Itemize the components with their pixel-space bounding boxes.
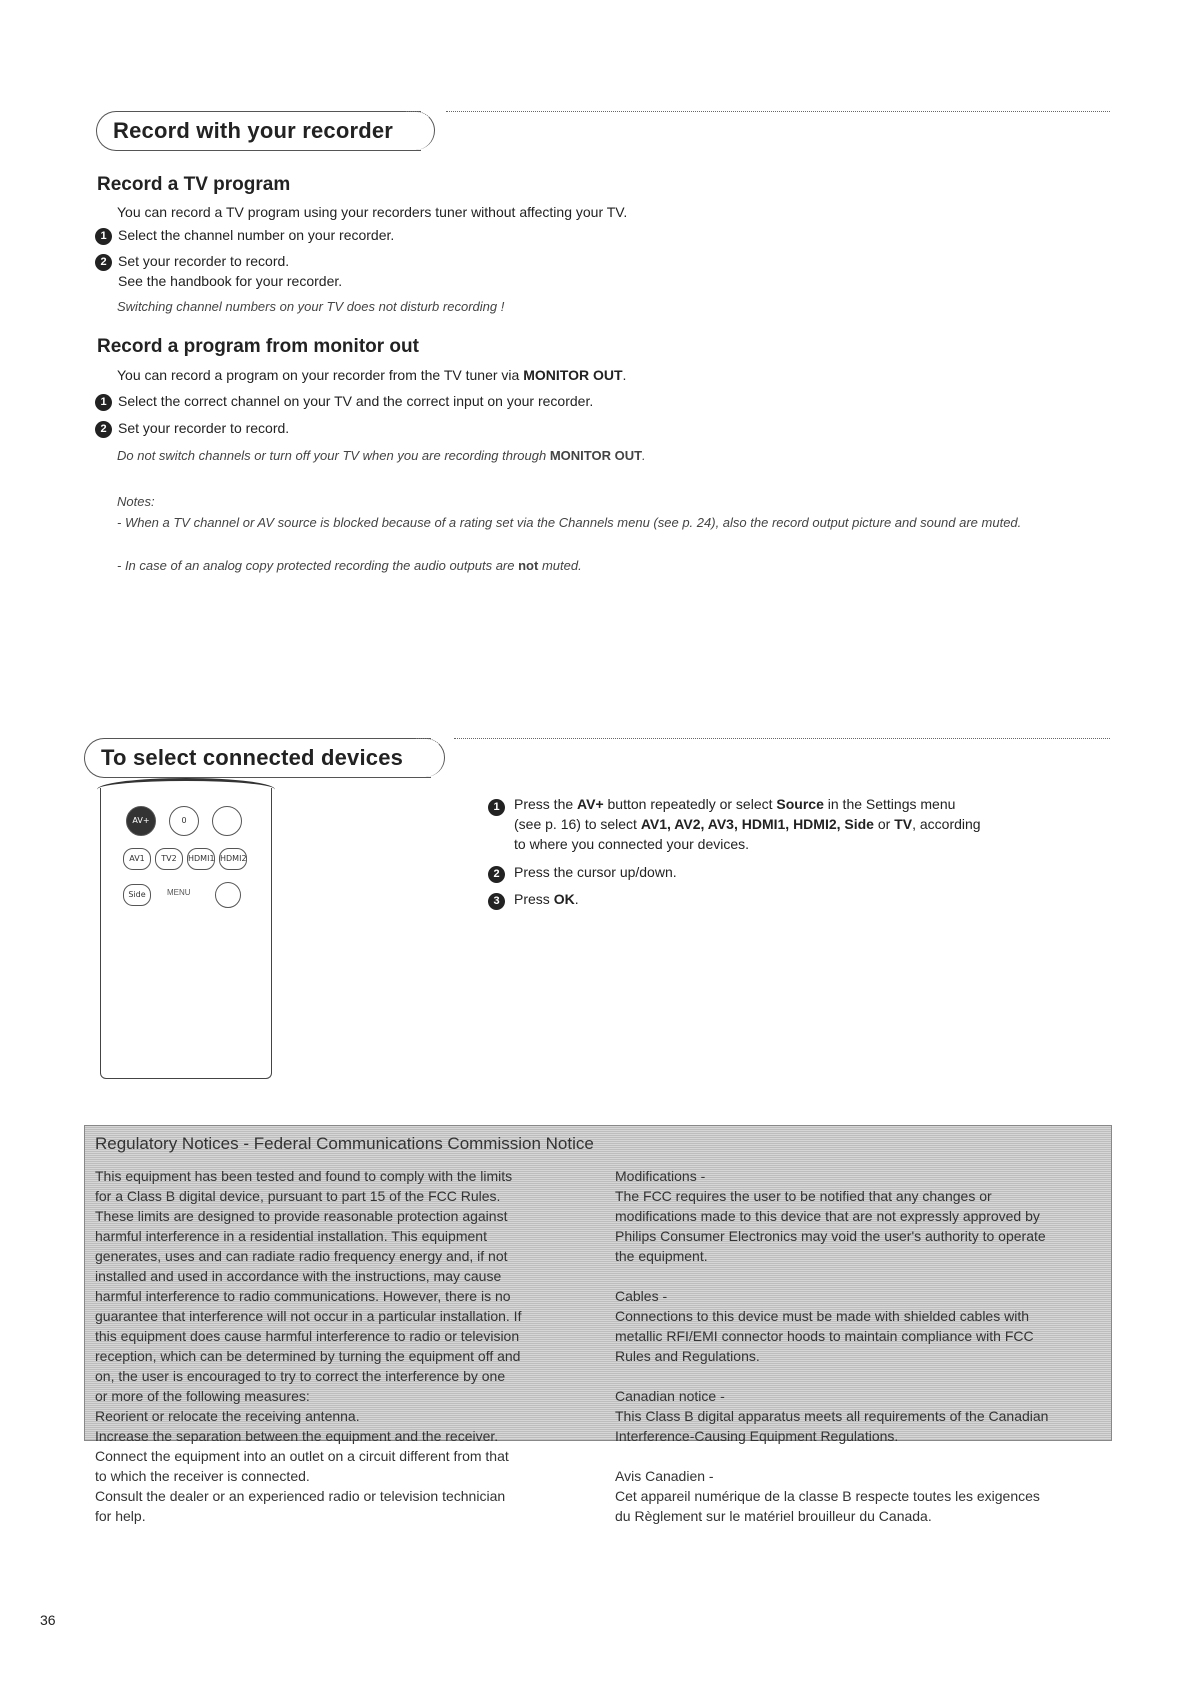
source-button-icon: TV2 <box>155 848 183 870</box>
step-text: Select the channel number on your recorder. <box>118 227 395 243</box>
note-2: - In case of an analog copy protected recording the audio outputs are not muted. <box>117 558 582 573</box>
step-number: 1 <box>95 394 112 411</box>
banner-tab <box>84 738 431 778</box>
source-button-icon: HDMI2 <box>219 848 247 870</box>
section-banner-select-devices <box>84 738 1110 778</box>
av-plus-button-icon: AV+ <box>126 806 156 836</box>
step-number: 1 <box>95 228 112 245</box>
remote-control-illustration <box>100 788 272 1079</box>
round-button-icon <box>212 806 242 836</box>
source-button-icon: HDMI1 <box>187 848 215 870</box>
side-button-icon: Side <box>123 884 151 906</box>
step-number: 2 <box>95 254 112 271</box>
tip-text: Switching channel numbers on your TV does not disturb recording ! <box>117 299 505 314</box>
step-3-text: Press OK. <box>514 891 579 907</box>
source-button-icon: AV1 <box>123 848 151 870</box>
step-number: 1 <box>488 799 505 816</box>
banner-title: Record with your recorder <box>113 118 394 143</box>
intro-monitor-out: You can record a program on your recorder from the TV tuner via MONITOR OUT. <box>117 367 627 383</box>
zero-button-icon: 0 <box>169 806 199 836</box>
heading-record-tv-program: Record a TV program <box>97 174 291 195</box>
step-text: Set your recorder to record. <box>118 420 290 436</box>
step-number: 2 <box>95 421 112 438</box>
step-number: 2 <box>488 866 505 883</box>
step-number: 3 <box>488 893 505 910</box>
page-number: 36 <box>40 1612 56 1628</box>
heading-record-monitor-out: Record a program from monitor out <box>97 336 419 357</box>
note-1: - When a TV channel or AV source is blocked because of a rating set via the Channels menu (see p. 24), also the record output picture and sound are muted. <box>117 515 1022 530</box>
fcc-right-column: Modifications - The FCC requires the user to be notified that any changes or modifications made to this device that are not expressly approved by Philips Consumer Electronics may void the user's authority to operate the equipment. Cables - Connections to this device must be made with shielded cables with metallic RFI/EMI connector hoods to maintain compliance with FCC Rules and Regulations. Canadian notice - This Class B digital apparatus meets all requirements of the Canadian Interference-Causing Equipment Regulations. Avis Canadien - Cet appareil numérique de la classe B respecte toutes les exigences du Règlement sur le matériel brouilleur du Canada. <box>615 1168 1049 1524</box>
step-text: Select the correct channel on your TV and the correct input on your recorder. <box>118 393 594 409</box>
fcc-title: Regulatory Notices - Federal Communications Commission Notice <box>95 1134 594 1153</box>
banner-tab <box>96 111 421 151</box>
step-2-text: Press the cursor up/down. <box>514 864 677 880</box>
step-1-text: Press the AV+ button repeatedly or select Source in the Settings menu (see p. 16) to select AV1, AV2, AV3, HDMI1, HDMI2, Side or TV, according to where you connected your devices. <box>514 796 981 852</box>
section-banner-record <box>96 111 1110 151</box>
fcc-left-column: This equipment has been tested and found to comply with the limits for a Class B digital device, pursuant to part 15 of the FCC Rules. These limits are designed to provide reasonable protection against harmful interference in a residential installation. This equipment generates, uses and can radiate radio frequency energy and, if not installed and used in accordance with the instructions, may cause harmful interference to radio communications. However, there is no guarantee that interference will not occur in a particular installation. If this equipment does cause harmful interference to radio or television reception, which can be determined by turning the equipment off and on, the user is encouraged to try to correct the interference by one or more of the following measures: Reorient or relocate the receiving antenna. Increase the separation between the equipment and the receiver. Connect the equipment into an outlet on a circuit different from that to which the receiver is connected. Consult the dealer or an experienced radio or television technician for help. <box>95 1168 522 1524</box>
tip-monitor-out: Do not switch channels or turn off your TV when you are recording through MONITOR OUT. <box>117 448 646 463</box>
menu-label-icon: MENU <box>167 888 191 897</box>
intro-record-tv: You can record a TV program using your recorders tuner without affecting your TV. <box>117 204 628 220</box>
banner-title: To select connected devices <box>101 745 404 770</box>
round-button-icon <box>215 882 241 908</box>
notes-label: Notes: <box>117 494 155 509</box>
fcc-notice-box <box>84 1125 1112 1524</box>
step-text-extra: See the handbook for your recorder. <box>118 273 343 289</box>
step-text: Set your recorder to record. <box>118 253 290 269</box>
